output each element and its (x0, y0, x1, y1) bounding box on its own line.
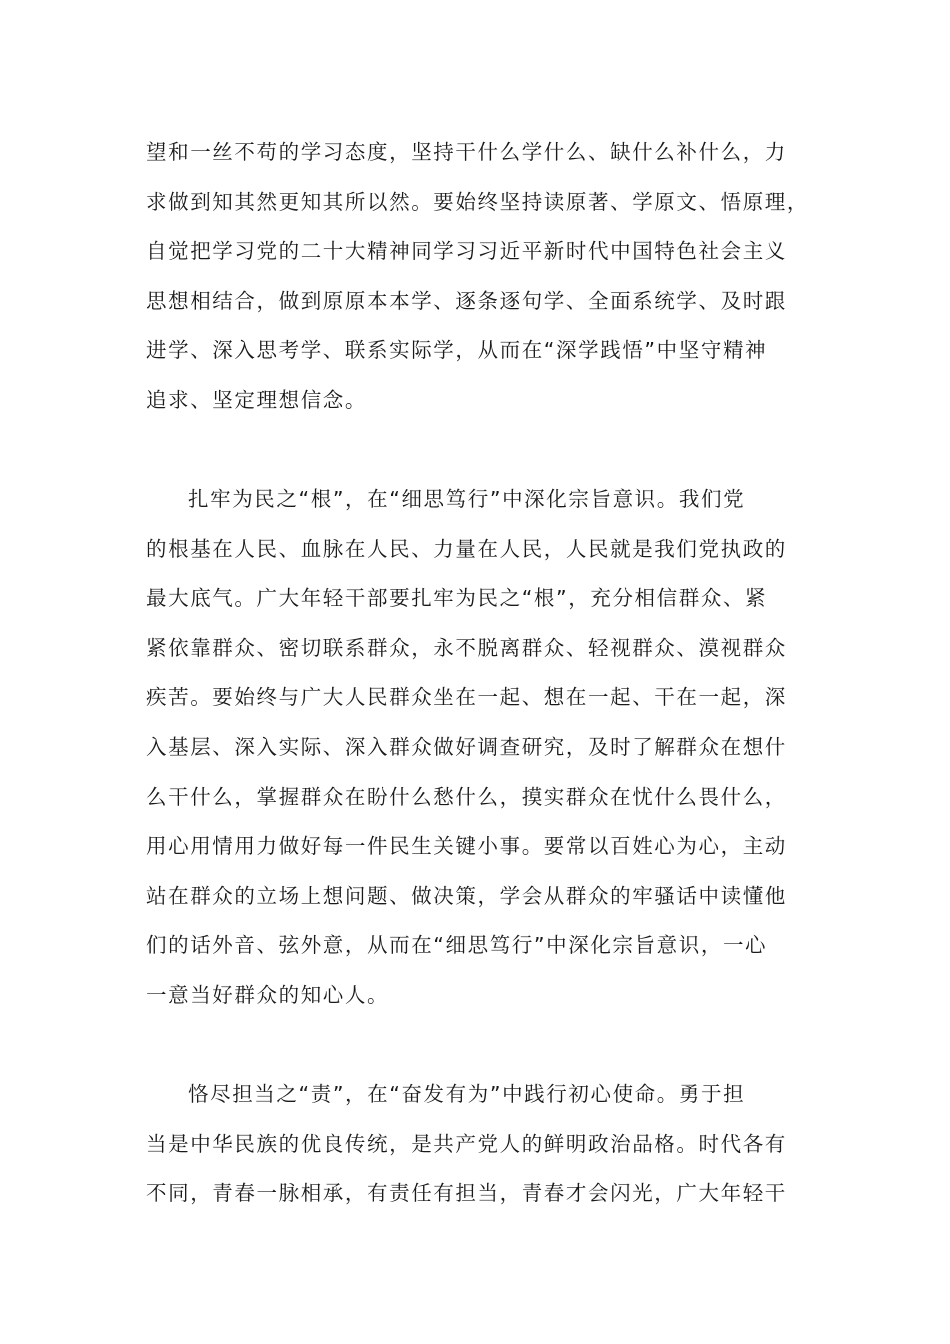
text-line: 追求、坚定理想信念。 (146, 387, 367, 412)
text-line: 疾苦。要始终与广大人民群众坐在一起、想在一起、干在一起，深 (146, 685, 787, 710)
text-line: 紧依靠群众、密切联系群众，永不脱离群众、轻视群众、漠视群众 (146, 635, 787, 660)
text-line: 最大底气。广大年轻干部要扎牢为民之“根”，充分相信群众、紧 (146, 586, 768, 611)
text-line: 求做到知其然更知其所以然。要始终坚持读原著、学原文、悟原理， (146, 189, 809, 214)
text-line: 一意当好群众的知心人。 (146, 982, 390, 1007)
text-line: 扎牢为民之“根”，在“细思笃行”中深化宗旨意识。我们党 (188, 487, 746, 511)
paragraph-people-root (146, 475, 816, 1021)
text-line: 么干什么，掌握群众在盼什么愁什么，摸实群众在忧什么畏什么， (146, 784, 787, 809)
text-line: 的根基在人民、血脉在人民、力量在人民，人民就是我们党执政的 (146, 536, 787, 561)
text-line: 进学、深入思考学、联系实际学，从而在“深学践悟”中坚守精神 (146, 338, 768, 363)
text-line: 恪尽担当之“责”，在“奋发有为”中践行初心使命。勇于担 (188, 1082, 746, 1106)
text-line: 入基层、深入实际、深入群众做好调查研究，及时了解群众在想什 (146, 734, 787, 759)
text-line: 思想相结合，做到原原本本学、逐条逐句学、全面系统学、及时跟 (146, 288, 787, 313)
paragraph-study (146, 128, 816, 426)
text-line: 站在群众的立场上想问题、做决策，学会从群众的牢骚话中读懂他 (146, 883, 787, 908)
text-line: 自觉把学习党的二十大精神同学习习近平新时代中国特色社会主义 (146, 239, 787, 264)
text-line: 当是中华民族的优良传统，是共产党人的鲜明政治品格。时代各有 (146, 1131, 787, 1156)
text-line: 用心用情用力做好每一件民生关键小事。要常以百姓心为心，主动 (146, 834, 787, 859)
text-line: 不同，青春一脉相承，有责任有担当，青春才会闪光，广大年轻干 (146, 1181, 787, 1206)
text-line: 望和一丝不苟的学习态度，坚持干什么学什么、缺什么补什么，力 (146, 140, 787, 164)
text-line: 们的话外音、弦外意，从而在“细思笃行”中深化宗旨意识，一心 (146, 933, 768, 958)
paragraph-responsibility (146, 1070, 816, 1219)
